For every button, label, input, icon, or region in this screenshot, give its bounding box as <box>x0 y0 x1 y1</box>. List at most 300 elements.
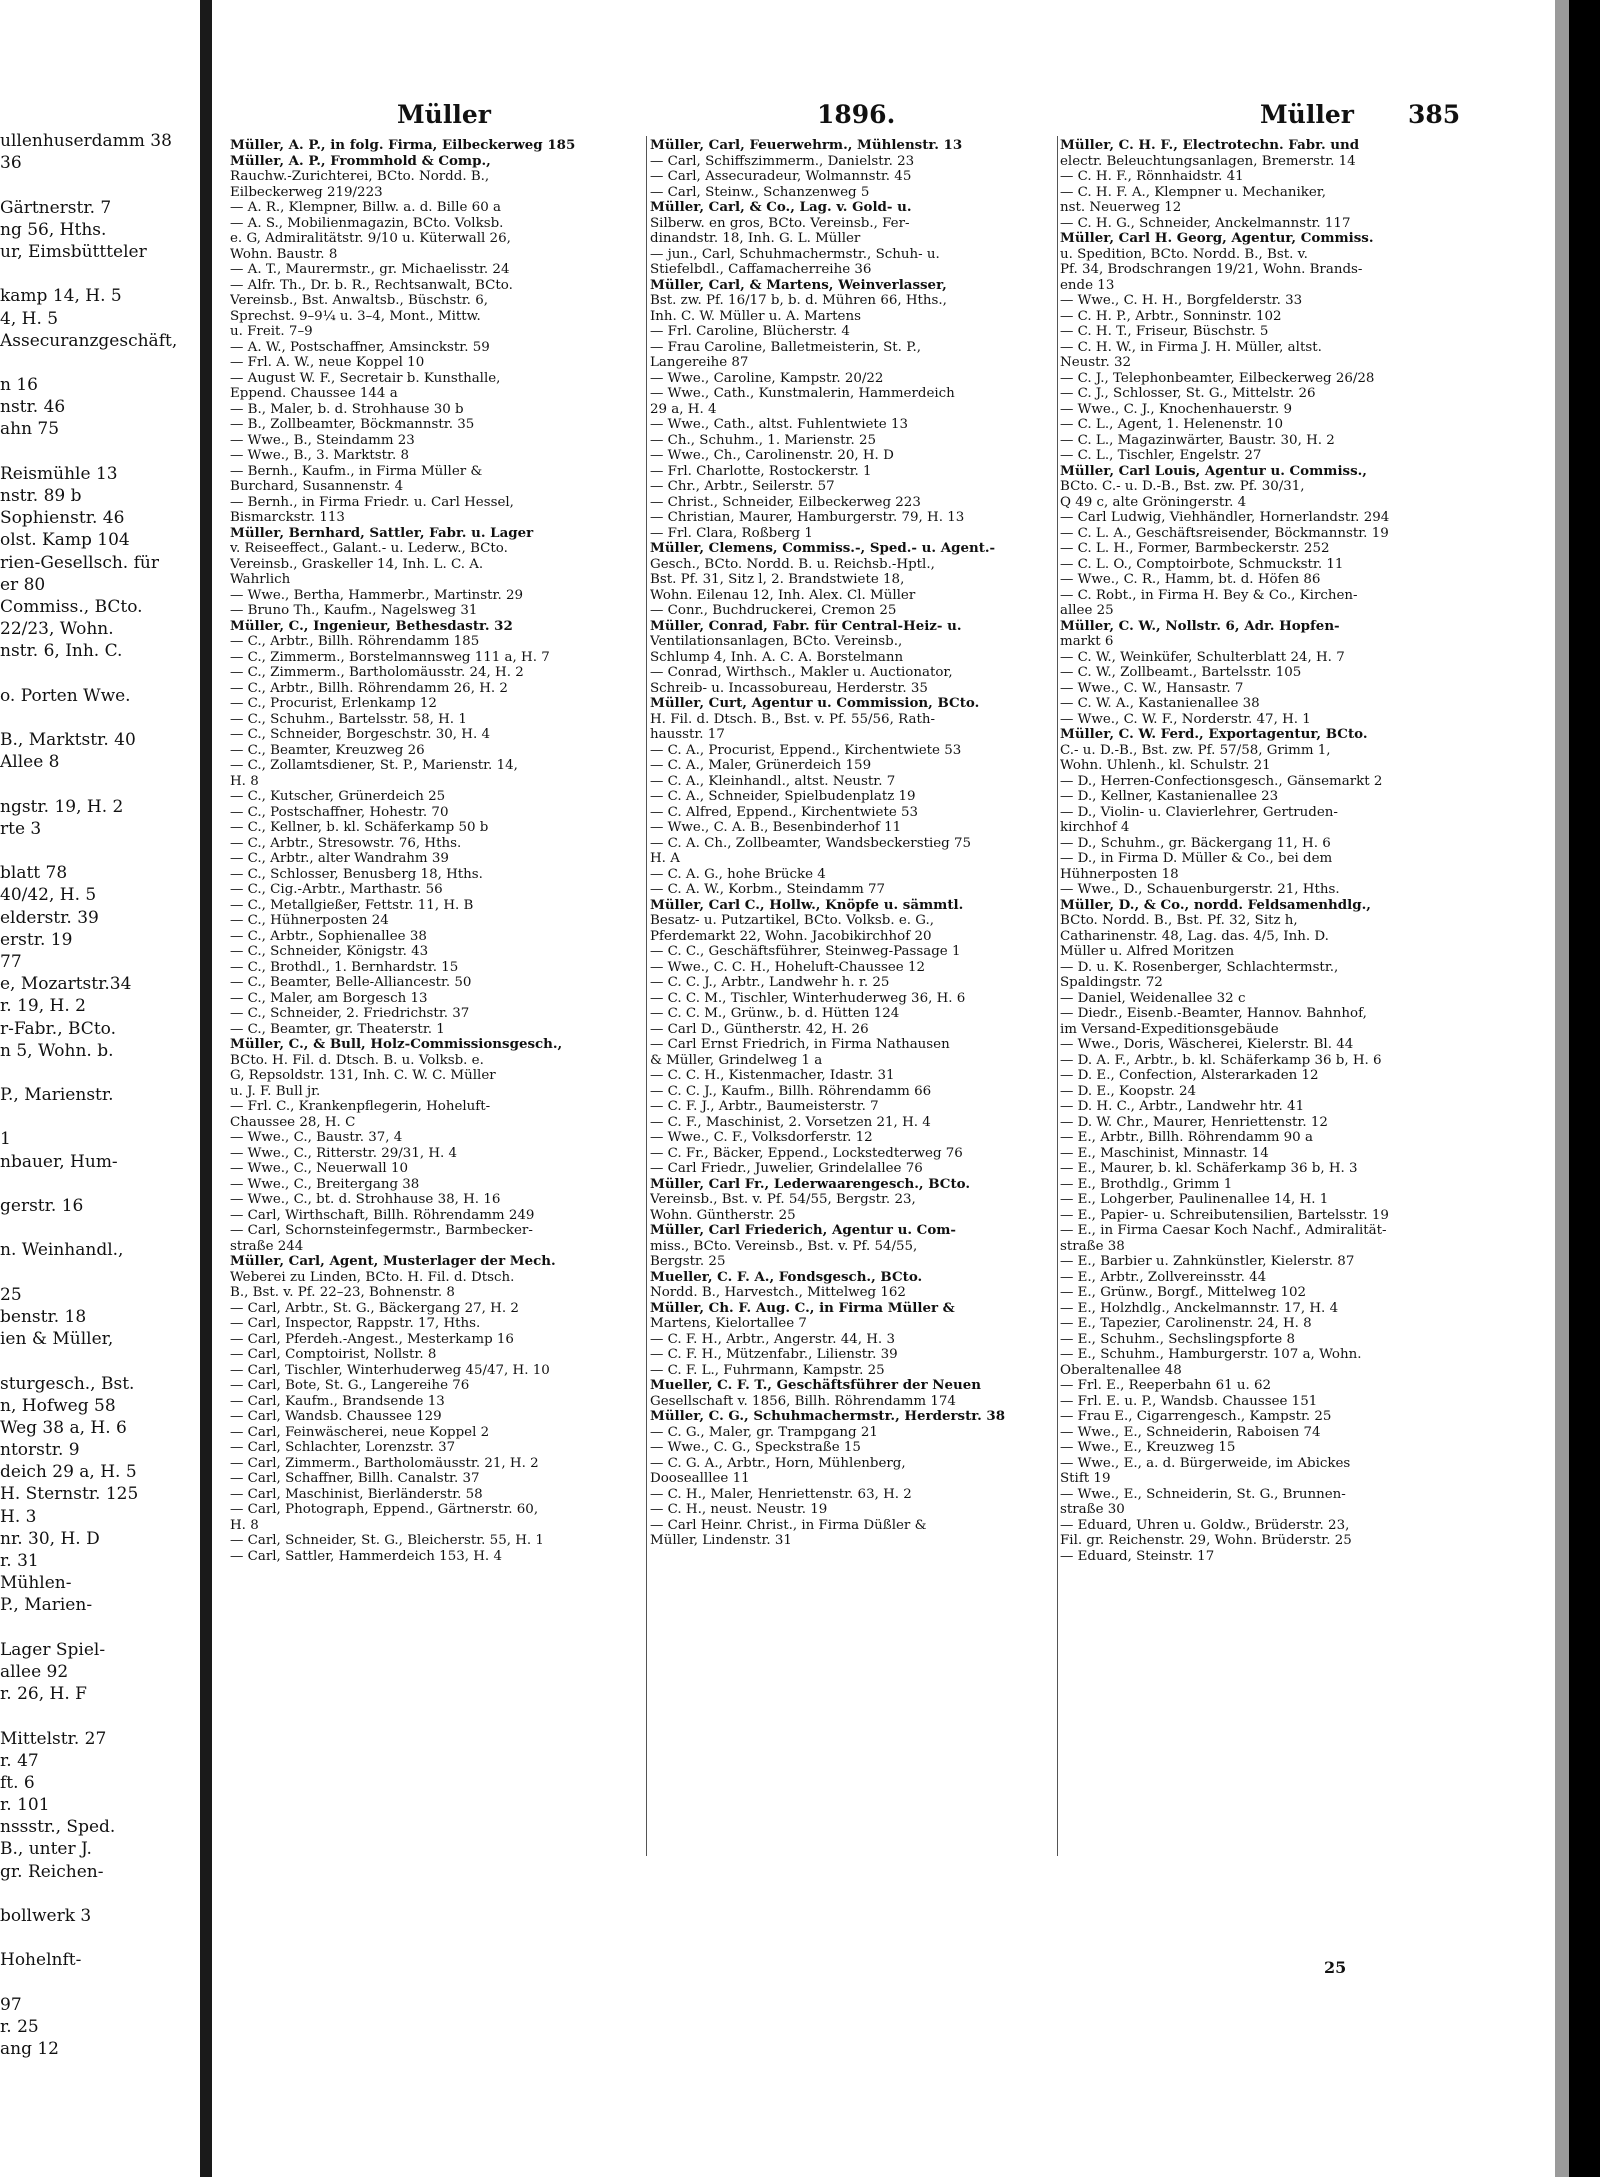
directory-entry: — C., Schneider, Königstr. 43 <box>230 944 429 959</box>
directory-entry: — C. L., Agent, 1. Helenenstr. 10 <box>1060 417 1284 432</box>
directory-entry: — Wwe., Doris, Wäscherei, Kielerstr. Bl. 44 <box>1060 1037 1354 1052</box>
directory-entry: — C., Kutscher, Grünerdeich 25 <box>230 789 446 804</box>
directory-entry: Inh. C. W. Müller u. A. Martens <box>650 308 861 324</box>
left-page-line: H. 3 <box>0 1506 37 1527</box>
left-page-line: e, Mozartstr.34 <box>0 974 132 995</box>
directory-entry: — C., Beamter, Belle-Alliancestr. 50 <box>230 975 472 990</box>
directory-entry: — C., Kellner, b. kl. Schäferkamp 50 b <box>230 820 489 835</box>
left-page-line: nr. 30, H. D <box>0 1528 100 1549</box>
directory-entry: Müller, Carl Friederich, Agentur u. Com- <box>650 1223 956 1238</box>
left-page-line <box>0 1350 200 1372</box>
directory-entry: Müller, Carl, Feuerwehrm., Mühlenstr. 13 <box>650 138 963 153</box>
directory-entry: — E., Maschinist, Minnastr. 14 <box>1060 1145 1269 1161</box>
directory-entry: — D. E., Confection, Alsterarkaden 12 <box>1060 1068 1319 1083</box>
directory-entry: — C. A. W., Korbm., Steindamm 77 <box>650 882 886 897</box>
directory-entry: — C. F. J., Arbtr., Baumeisterstr. 7 <box>650 1099 879 1114</box>
directory-entry: — Alfr. Th., Dr. b. R., Rechtsanwalt, BCto. <box>230 277 513 293</box>
directory-entry: — D., Kellner, Kastanienallee 23 <box>1060 789 1279 804</box>
left-page-line: Hohelnft- <box>0 1950 82 1971</box>
running-head-year: 1896. <box>817 100 896 129</box>
directory-entry: 29 a, H. 4 <box>650 401 717 417</box>
directory-entry: — C. Robt., in Firma H. Bey & Co., Kirchen- <box>1060 587 1358 603</box>
left-page-line <box>0 1705 200 1727</box>
directory-entry: Gesch., BCto. Nordd. B. u. Reichsb.-Hptl., <box>650 556 935 572</box>
directory-entry: Müller, Lindenstr. 31 <box>650 1533 792 1548</box>
left-page-line: rien-Gesellsch. für <box>0 552 159 573</box>
running-head-left: Müller <box>397 100 491 129</box>
directory-entry: — August W. F., Secretair b. Kunsthalle, <box>230 370 501 386</box>
left-page-line: r. 47 <box>0 1750 39 1771</box>
directory-page <box>212 0 1600 2177</box>
directory-entry: — Carl, Sattler, Hammerdeich 153, H. 4 <box>230 1548 502 1564</box>
left-page-line <box>0 441 200 463</box>
directory-entry: — C. H. G., Schneider, Anckelmannstr. 117 <box>1060 215 1351 231</box>
directory-entry: Bismarckstr. 113 <box>230 510 345 525</box>
left-page-line: 97 <box>0 1994 22 2015</box>
directory-entry: — Carl, Photograph, Eppend., Gärtnerstr. 60, <box>230 1502 539 1517</box>
directory-entry: — Wwe., C. F., Volksdorferstr. 12 <box>650 1130 873 1145</box>
directory-entry: — Wwe., Caroline, Kampstr. 20/22 <box>650 370 884 386</box>
left-page-line <box>0 1262 200 1284</box>
directory-entry: — B., Zollbeamter, Böckmannstr. 35 <box>230 417 475 432</box>
directory-entry: — Carl D., Güntherstr. 42, H. 26 <box>650 1021 869 1037</box>
directory-entry: Gesellschaft v. 1856, Billh. Röhrendamm 174 <box>650 1393 956 1409</box>
directory-entry: — D., Violin- u. Clavierlehrer, Gertruden- <box>1060 804 1338 820</box>
left-page-line: n. Weinhandl., <box>0 1240 124 1261</box>
directory-entry: — A. R., Klempner, Billw. a. d. Bille 60 a <box>230 200 501 215</box>
directory-column-3 <box>1060 138 1462 1564</box>
left-page-line: H. Sternstr. 125 <box>0 1484 139 1505</box>
directory-entry: Vereinsb., Bst. v. Pf. 54/55, Bergstr. 23, <box>650 1192 916 1207</box>
directory-entry: Langereihe 87 <box>650 355 749 370</box>
directory-entry: — E., Tapezier, Carolinenstr. 24, H. 8 <box>1060 1316 1312 1331</box>
directory-entry: Müller, Clemens, Commiss.-, Sped.- u. Agent.- <box>650 541 996 556</box>
directory-entry: — Wwe., Ch., Carolinenstr. 20, H. D <box>650 448 894 463</box>
directory-entry: — C., Brothdl., 1. Bernhardstr. 15 <box>230 959 459 975</box>
directory-entry: Eppend. Chaussee 144 a <box>230 386 398 401</box>
left-page-line: r. 19, H. 2 <box>0 996 86 1017</box>
left-page-line: Reismühle 13 <box>0 463 118 484</box>
directory-entry: — Bruno Th., Kaufm., Nagelsweg 31 <box>230 603 478 618</box>
left-page-line <box>0 1217 200 1239</box>
directory-entry: nst. Neuerweg 12 <box>1060 200 1182 215</box>
left-page-line: ahn 75 <box>0 419 60 440</box>
directory-entry: — Carl, Schlachter, Lorenzstr. 37 <box>230 1440 456 1455</box>
directory-entry: — D., Herren-Confectionsgesch., Gänsemarkt 2 <box>1060 773 1383 789</box>
directory-entry: Wohn. Uhlenh., kl. Schulstr. 21 <box>1060 758 1271 773</box>
page-edge-shadow <box>1555 0 1569 2177</box>
left-page-lines <box>0 130 200 2060</box>
directory-entry: miss., BCto. Vereinsb., Bst. v. Pf. 54/55, <box>650 1238 918 1254</box>
directory-entry: kirchhof 4 <box>1060 820 1130 835</box>
left-page-line: ng 56, Hths. <box>0 219 107 240</box>
left-page-line: olst. Kamp 104 <box>0 530 130 551</box>
directory-entry: — C. A., Kleinhandl., altst. Neustr. 7 <box>650 773 896 789</box>
left-page-line: erstr. 19 <box>0 929 73 950</box>
directory-entry: electr. Beleuchtungsanlagen, Bremerstr. 14 <box>1060 153 1356 169</box>
directory-entry: Müller, C., & Bull, Holz-Commissionsgesch., <box>230 1037 563 1052</box>
left-page-line: Mittelstr. 27 <box>0 1728 107 1749</box>
directory-entry: — Wwe., D., Schauenburgerstr. 21, Hths. <box>1060 882 1340 897</box>
left-page-line: r. 31 <box>0 1551 39 1571</box>
directory-entry: Bst. Pf. 31, Sitz l, 2. Brandstwiete 18, <box>650 572 905 587</box>
directory-entry: Müller, C. W. Ferd., Exportagentur, BCto. <box>1060 727 1368 742</box>
directory-entry: — C. G. A., Arbtr., Horn, Mühlenberg, <box>650 1455 906 1471</box>
directory-entry: H. A <box>650 851 680 866</box>
directory-entry: — D. H. C., Arbtr., Landwehr htr. 41 <box>1060 1099 1305 1114</box>
directory-entry: — C., Hühnerposten 24 <box>230 913 389 928</box>
directory-entry: — C., Beamter, Kreuzweg 26 <box>230 742 425 758</box>
left-page-line: Weg 38 a, H. 6 <box>0 1417 127 1438</box>
directory-entry: Müller, Carl C., Hollw., Knöpfe u. sämmtl. <box>650 897 964 913</box>
directory-entry: — C. L., Tischler, Engelstr. 27 <box>1060 448 1262 463</box>
directory-entry: u. J. F. Bull jr. <box>230 1083 321 1099</box>
directory-entry: — C., Schuhm., Bartelsstr. 58, H. 1 <box>230 711 467 727</box>
directory-entry: Müller, Carl Fr., Lederwaarengesch., BCto. <box>650 1176 971 1192</box>
directory-entry: Müller, Curt, Agentur u. Commission, BCto. <box>650 696 980 711</box>
left-page-line: deich 29 a, H. 5 <box>0 1462 137 1483</box>
directory-entry: ende 13 <box>1060 277 1115 293</box>
left-page-line: ft. 6 <box>0 1772 35 1793</box>
directory-entry: — Wwe., C. A. B., Besenbinderhof 11 <box>650 820 902 835</box>
directory-entry: — Carl, Arbtr., St. G., Bäckergang 27, H. 2 <box>230 1300 519 1316</box>
directory-entry: — C. C., Geschäftsführer, Steinweg-Passage 1 <box>650 944 961 959</box>
directory-entry: Q 49 c, alte Gröningerstr. 4 <box>1060 494 1247 510</box>
directory-entry: Müller, A. P., in folg. Firma, Eilbeckerweg 185 <box>230 138 576 153</box>
directory-entry: Wahrlich <box>230 572 291 587</box>
left-page-line: B., Marktstr. 40 <box>0 730 136 751</box>
directory-entry: — C. A., Maler, Grünerdeich 159 <box>650 758 872 773</box>
left-page-line: nstr. 6, Inh. C. <box>0 641 123 662</box>
directory-entry: — C. H. W., in Firma J. H. Müller, altst. <box>1060 339 1322 355</box>
directory-entry: dinandstr. 18, Inh. G. L. Müller <box>650 231 861 246</box>
directory-entry: — C. L. A., Geschäftsreisender, Böckmannstr. 19 <box>1060 525 1389 541</box>
directory-entry: — Frl. Caroline, Blücherstr. 4 <box>650 324 850 339</box>
directory-entry: — C. C. J., Kaufm., Billh. Röhrendamm 66 <box>650 1083 932 1099</box>
directory-entry: — Carl Heinr. Christ., in Firma Düßler & <box>650 1517 927 1533</box>
left-page-fragment <box>0 0 200 2177</box>
directory-entry: — C. G., Maler, gr. Trampgang 21 <box>650 1424 878 1440</box>
directory-entry: Besatz- u. Putzartikel, BCto. Volksb. e. G., <box>650 913 935 928</box>
left-page-line: n 16 <box>0 375 38 396</box>
left-page-line <box>0 840 200 862</box>
directory-column-1 <box>230 138 645 1564</box>
directory-entry: — C. H., neust. Neustr. 19 <box>650 1502 828 1517</box>
directory-entry: BCto. H. Fil. d. Dtsch. B. u. Volksb. e. <box>230 1052 484 1068</box>
left-page-line <box>0 663 200 685</box>
directory-entry: Vereinsb., Graskeller 14, Inh. L. C. A. <box>230 556 484 572</box>
left-page-line: Commiss., BCto. <box>0 596 143 617</box>
page-header <box>212 100 1600 136</box>
directory-entry: Müller u. Alfred Moritzen <box>1060 944 1235 959</box>
directory-entry: — Wwe., B., Steindamm 23 <box>230 432 415 448</box>
directory-entry: — Wwe., Cath., Kunstmalerin, Hammerdeich <box>650 386 955 401</box>
directory-entry: — Carl, Bote, St. G., Langereihe 76 <box>230 1378 470 1393</box>
directory-entry: — Eduard, Uhren u. Goldw., Brüderstr. 23, <box>1060 1517 1350 1533</box>
directory-entry: — C. Fr., Bäcker, Eppend., Lockstedterweg 76 <box>650 1145 963 1161</box>
directory-entry: — E., Lohgerber, Paulinenallee 14, H. 1 <box>1060 1192 1329 1207</box>
left-page-line: er 80 <box>0 574 46 595</box>
directory-entry: Müller, D., & Co., nordd. Feldsamenhdlg., <box>1060 897 1371 913</box>
directory-entry: Nordd. B., Harvestch., Mittelweg 162 <box>650 1285 906 1300</box>
directory-entry: Martens, Kielortallee 7 <box>650 1316 807 1331</box>
directory-entry: Müller, Ch. F. Aug. C., in Firma Müller & <box>650 1300 955 1316</box>
signature-mark: 25 <box>1324 1958 1347 1977</box>
directory-entry: Schlump 4, Inh. A. C. A. Borstelmann <box>650 649 904 665</box>
directory-entry: — C. C. M., Grünw., b. d. Hütten 124 <box>650 1006 900 1021</box>
directory-entry: — C. F. H., Mützenfabr., Lilienstr. 39 <box>650 1347 898 1362</box>
directory-entry: — Carl, Wirthschaft, Billh. Röhrendamm 249 <box>230 1207 535 1223</box>
directory-entry: — Wwe., Cath., altst. Fuhlentwiete 13 <box>650 417 909 432</box>
left-page-line: gerstr. 16 <box>0 1196 84 1216</box>
directory-entry: — Bernh., in Firma Friedr. u. Carl Hessel, <box>230 494 514 510</box>
directory-entry: Doosealllee 11 <box>650 1471 750 1486</box>
directory-entry: — D. u. K. Rosenberger, Schlachtermstr., <box>1060 959 1339 975</box>
directory-entry: — Wwe., E., Schneiderin, St. G., Brunnen- <box>1060 1486 1346 1502</box>
directory-entry: — Wwe., C., bt. d. Strohhause 38, H. 16 <box>230 1192 501 1207</box>
directory-entry: — Wwe., E., Kreuzweg 15 <box>1060 1440 1236 1455</box>
directory-entry: — C. J., Schlosser, St. G., Mittelstr. 26 <box>1060 386 1316 401</box>
directory-entry: — Wwe., C. R., Hamm, bt. d. Höfen 86 <box>1060 572 1321 587</box>
left-page-line: elderstr. 39 <box>0 907 99 928</box>
directory-entry: — C. F. H., Arbtr., Angerstr. 44, H. 3 <box>650 1331 895 1347</box>
directory-entry: Ventilationsanlagen, BCto. Vereinsb., <box>650 634 903 649</box>
directory-entry: — C. A., Schneider, Spielbudenplatz 19 <box>650 789 916 804</box>
directory-entry: — C. L. H., Former, Barmbeckerstr. 252 <box>1060 541 1330 556</box>
directory-entry: BCto. C.- u. D.-B., Bst. zw. Pf. 30/31, <box>1060 479 1305 494</box>
directory-entry: — Carl, Tischler, Winterhuderweg 45/47, H. 10 <box>230 1362 550 1378</box>
directory-entry: Sprechst. 9–9¼ u. 3–4, Mont., Mittw. <box>230 308 481 324</box>
directory-entry: — C., Procurist, Erlenkamp 12 <box>230 696 437 711</box>
directory-entry: — Wwe., E., a. d. Bürgerweide, im Abickes <box>1060 1455 1351 1471</box>
directory-entry: — C. A. G., hohe Brücke 4 <box>650 866 826 882</box>
left-page-line: 22/23, Wohn. <box>0 619 114 640</box>
directory-entry: u. Freit. 7–9 <box>230 324 313 339</box>
directory-entry: — D., Schuhm., gr. Bäckergang 11, H. 6 <box>1060 835 1331 851</box>
directory-entry: — E., Arbtr., Billh. Röhrendamm 90 a <box>1060 1130 1313 1145</box>
left-page-line: ang 12 <box>0 2039 60 2060</box>
directory-entry: — Wwe., B., 3. Marktstr. 8 <box>230 448 410 463</box>
directory-entry: — C. H., Maler, Henriettenstr. 63, H. 2 <box>650 1486 912 1502</box>
directory-entry: — B., Maler, b. d. Strohhause 30 b <box>230 401 464 417</box>
directory-entry: — C., Arbtr., Stresowstr. 76, Hths. <box>230 835 462 851</box>
directory-entry: — Frl. E. u. P., Wandsb. Chaussee 151 <box>1060 1393 1318 1409</box>
directory-entry: Müller, Bernhard, Sattler, Fabr. u. Lager <box>230 525 534 541</box>
left-page-line: ntorstr. 9 <box>0 1440 80 1461</box>
directory-entry: Müller, Carl, & Co., Lag. v. Gold- u. <box>650 200 912 215</box>
directory-entry: — A. T., Maurermstr., gr. Michaelisstr. 24 <box>230 262 510 277</box>
left-page-line: 40/42, H. 5 <box>0 885 97 906</box>
left-page-line: Assecuranzgeschäft, <box>0 330 178 351</box>
directory-entry: Vereinsb., Bst. Anwaltsb., Büschstr. 6, <box>230 293 488 308</box>
directory-entry: Müller, C. W., Nollstr. 6, Adr. Hopfen- <box>1060 618 1340 634</box>
directory-entry: — Carl, Comptoirist, Nollstr. 8 <box>230 1347 437 1362</box>
directory-entry: — Carl, Assecuradeur, Wolmannstr. 45 <box>650 169 912 184</box>
directory-entry: — Carl, Schornsteinfegermstr., Barmbecker- <box>230 1223 533 1238</box>
left-page-line: nstr. 89 b <box>0 486 82 506</box>
directory-entry: hausstr. 17 <box>650 727 725 742</box>
column-rule <box>1057 136 1058 1856</box>
directory-entry: — Christian, Maurer, Hamburgerstr. 79, H. 13 <box>650 510 965 525</box>
directory-entry: straße 244 <box>230 1238 304 1254</box>
left-page-line: 25 <box>0 1284 22 1305</box>
directory-entry: — Daniel, Weidenallee 32 c <box>1060 990 1246 1006</box>
directory-entry: — D. W. Chr., Maurer, Henriettenstr. 12 <box>1060 1114 1328 1130</box>
directory-entry: — C. C. M., Tischler, Winterhuderweg 36, H. 6 <box>650 990 966 1006</box>
directory-entry: Rauchw.-Zurichterei, BCto. Nordd. B., <box>230 169 490 184</box>
directory-entry: — Ch., Schuhm., 1. Marienstr. 25 <box>650 432 876 448</box>
directory-entry: — C. H. F. A., Klempner u. Mechaniker, <box>1060 184 1326 200</box>
directory-entry: Mueller, C. F. A., Fondsgesch., BCto. <box>650 1269 923 1285</box>
directory-entry: — C., Arbtr., Billh. Röhrendamm 185 <box>230 634 480 649</box>
directory-entry: — Wwe., E., Schneiderin, Raboisen 74 <box>1060 1424 1321 1440</box>
directory-entry: G, Repsoldstr. 131, Inh. C. W. C. Müller <box>230 1068 496 1083</box>
left-page-line: P., Marien- <box>0 1595 93 1616</box>
directory-entry: im Versand-Expeditionsgebäude <box>1060 1021 1279 1037</box>
directory-entry: Pf. 34, Brodschrangen 19/21, Wohn. Brands- <box>1060 262 1363 277</box>
directory-entry: — E., Holzhdlg., Anckelmannstr. 17, H. 4 <box>1060 1300 1339 1316</box>
directory-entry: allee 25 <box>1060 603 1114 618</box>
directory-entry: — E., Maurer, b. kl. Schäferkamp 36 b, H. 3 <box>1060 1161 1358 1176</box>
directory-entry: — Frl. Charlotte, Rostockerstr. 1 <box>650 463 872 479</box>
directory-entry: — Carl, Kaufm., Brandsende 13 <box>230 1393 445 1409</box>
directory-entry: — E., Arbtr., Zollvereinsstr. 44 <box>1060 1269 1267 1285</box>
directory-entry: — Wwe., C., Neuerwall 10 <box>230 1161 409 1176</box>
directory-entry: — Wwe., C., Breitergang 38 <box>230 1176 420 1192</box>
left-page-line: 77 <box>0 951 22 972</box>
directory-entry: — C., Metallgießer, Fettstr. 11, H. B <box>230 897 474 913</box>
left-page-line: Mühlen- <box>0 1573 72 1594</box>
directory-entry: straße 38 <box>1060 1238 1125 1254</box>
directory-entry: — C. Alfred, Eppend., Kirchentwiete 53 <box>650 804 919 820</box>
directory-entry: Fil. gr. Reichenstr. 29, Wohn. Brüderstr. 25 <box>1060 1533 1352 1548</box>
directory-entry: — Carl, Schneider, St. G., Bleicherstr. 55, H. 1 <box>230 1533 544 1548</box>
left-page-line <box>0 174 200 196</box>
directory-entry: & Müller, Grindelweg 1 a <box>650 1052 823 1068</box>
directory-entry: — Wwe., Bertha, Hammerbr., Martinstr. 29 <box>230 587 524 603</box>
directory-entry: — C., Beamter, gr. Theaterstr. 1 <box>230 1021 445 1037</box>
left-page-line: r-Fabr., BCto. <box>0 1018 116 1039</box>
directory-entry: — Conrad, Wirthsch., Makler u. Auctionator, <box>650 665 953 680</box>
left-page-line: r. 25 <box>0 2016 39 2037</box>
directory-entry: — Wwe., C. C. H., Hoheluft-Chaussee 12 <box>650 959 925 975</box>
directory-entry: Bergstr. 25 <box>650 1254 726 1269</box>
directory-entry: — C. C. J., Arbtr., Landwehr h. r. 25 <box>650 975 890 990</box>
directory-entry: — E., Schuhm., Hamburgerstr. 107 a, Wohn. <box>1060 1347 1362 1362</box>
directory-entry: — Carl, Schiffszimmerm., Danielstr. 23 <box>650 153 915 169</box>
directory-entry: — C., Zollamtsdiener, St. P., Marienstr. 14, <box>230 758 518 773</box>
directory-entry: Wohn. Eilenau 12, Inh. Alex. Cl. Müller <box>650 587 916 603</box>
directory-entry: — E., in Firma Caesar Koch Nachf., Admiralität- <box>1060 1223 1387 1238</box>
directory-entry: — Carl, Feinwäscherei, neue Koppel 2 <box>230 1424 490 1440</box>
directory-entry: Stift 19 <box>1060 1471 1111 1486</box>
directory-entry: — Wwe., C., Ritterstr. 29/31, H. 4 <box>230 1145 458 1161</box>
directory-entry: Müller, C. H. F., Electrotechn. Fabr. und <box>1060 138 1360 153</box>
directory-entry: — Carl, Inspector, Rappstr. 17, Hths. <box>230 1316 481 1331</box>
directory-entry: — A. S., Mobilienmagazin, BCto. Volksb. <box>230 215 504 231</box>
directory-entry: — C. W., Weinküfer, Schulterblatt 24, H. 7 <box>1060 649 1345 665</box>
directory-entry: Wohn. Baustr. 8 <box>230 246 338 262</box>
directory-entry: H. 8 <box>230 1517 259 1533</box>
left-page-line: bollwerk 3 <box>0 1906 92 1926</box>
directory-entry: — Wwe., C., Baustr. 37, 4 <box>230 1130 403 1145</box>
directory-entry: — C., Arbtr., Billh. Röhrendamm 26, H. 2 <box>230 680 508 696</box>
directory-entry: — Frau Caroline, Balletmeisterin, St. P., <box>650 339 921 355</box>
directory-entry: — Frau E., Cigarrengesch., Kampstr. 25 <box>1060 1409 1332 1424</box>
left-page-line: benstr. 18 <box>0 1306 87 1327</box>
directory-entry: Müller, C., Ingenieur, Bethesdastr. 32 <box>230 618 513 634</box>
directory-entry: Stiefelbdl., Caffamacherreihe 36 <box>650 262 872 277</box>
directory-entry: — Carl, Schaffner, Billh. Canalstr. 37 <box>230 1471 480 1486</box>
directory-entry: — E., Brothdlg., Grimm 1 <box>1060 1176 1233 1192</box>
left-page-line <box>0 1106 200 1128</box>
directory-entry: Wohn. Güntherstr. 25 <box>650 1207 796 1223</box>
directory-entry: Weberei zu Linden, BCto. H. Fil. d. Dtsch. <box>230 1269 515 1285</box>
left-page-line: 1 <box>0 1129 11 1150</box>
directory-entry: e. G, Admiralitätstr. 9/10 u. Küterwall 26, <box>230 231 511 246</box>
directory-entry: — Carl, Steinw., Schanzenweg 5 <box>650 184 870 200</box>
directory-entry: — C., Zimmerm., Bartholomäusstr. 24, H. 2 <box>230 665 524 680</box>
directory-entry: Bst. zw. Pf. 16/17 b, b. d. Mühren 66, Hths., <box>650 293 947 308</box>
left-page-line: r. 101 <box>0 1795 50 1816</box>
left-page-line: ngstr. 19, H. 2 <box>0 796 124 817</box>
left-page-line: rte 3 <box>0 818 42 839</box>
directory-entry: — Christ., Schneider, Eilbeckerweg 223 <box>650 494 921 510</box>
directory-entry: — C. W. A., Kastanienallee 38 <box>1060 696 1260 711</box>
left-page-line: nssstr., Sped. <box>0 1817 116 1838</box>
directory-entry: Silberw. en gros, BCto. Vereinsb., Fer- <box>650 215 910 231</box>
directory-entry: Müller, A. P., Frommhold & Comp., <box>230 153 491 169</box>
directory-entry: — Wwe., C. H. H., Borgfelderstr. 33 <box>1060 293 1303 308</box>
directory-entry: straße 30 <box>1060 1502 1125 1517</box>
directory-entry: — Wwe., C. W., Hansastr. 7 <box>1060 680 1244 696</box>
directory-entry: — Carl, Maschinist, Bierländerstr. 58 <box>230 1486 483 1502</box>
directory-entry: Müller, Carl, Agent, Musterlager der Mech. <box>230 1254 556 1269</box>
left-page-line <box>0 707 200 729</box>
directory-entry: Neustr. 32 <box>1060 355 1131 370</box>
left-page-line <box>0 773 200 795</box>
directory-entry: — Chr., Arbtr., Seilerstr. 57 <box>650 479 835 494</box>
directory-entry: Pferdemarkt 22, Wohn. Jacobikirchhof 20 <box>650 928 932 944</box>
directory-entry: — D., in Firma D. Müller & Co., bei dem <box>1060 851 1333 866</box>
left-page-line: nstr. 46 <box>0 397 66 418</box>
left-page-line: Allee 8 <box>0 752 60 773</box>
left-page-line: P., Marienstr. <box>0 1085 114 1106</box>
directory-entry: H. 8 <box>230 773 259 789</box>
directory-entry: Eilbeckerweg 219/223 <box>230 184 383 200</box>
directory-entry: — Diedr., Eisenb.-Beamter, Hannov. Bahnhof, <box>1060 1006 1367 1021</box>
directory-entry: u. Spedition, BCto. Nordd. B., Bst. v. <box>1060 246 1308 262</box>
directory-entry: C.- u. D.-B., Bst. zw. Pf. 57/58, Grimm 1, <box>1060 742 1331 758</box>
directory-entry: — C. L., Magazinwärter, Baustr. 30, H. 2 <box>1060 432 1335 448</box>
directory-entry: — C., Schneider, Borgeschstr. 30, H. 4 <box>230 727 491 742</box>
left-page-line: r. 26, H. F <box>0 1684 87 1705</box>
left-page-line: nbauer, Hum- <box>0 1151 118 1172</box>
directory-entry: — jun., Carl, Schuhmachermstr., Schuh- u. <box>650 246 940 262</box>
directory-entry: — C. H. F., Rönnhaidstr. 41 <box>1060 169 1244 184</box>
directory-entry: — C., Postschaffner, Hohestr. 70 <box>230 804 449 820</box>
directory-entry: v. Reiseeffect., Galant.- u. Lederw., BCto. <box>230 541 508 556</box>
directory-entry: Müller, Carl H. Georg, Agentur, Commiss. <box>1060 231 1374 246</box>
directory-entry: — A. W., Postschaffner, Amsinckstr. 59 <box>230 339 490 355</box>
directory-entry: — Wwe., C. G., Speckstraße 15 <box>650 1440 861 1455</box>
left-page-line: Sophienstr. 46 <box>0 508 125 529</box>
directory-entry: — Frl. Clara, Roßberg 1 <box>650 525 813 541</box>
directory-entry: — C. H. T., Friseur, Büschstr. 5 <box>1060 324 1269 339</box>
left-page-line: ien & Müller, <box>0 1329 114 1350</box>
directory-entry: — C., Schlosser, Benusberg 18, Hths. <box>230 866 483 882</box>
directory-entry: Burchard, Susannenstr. 4 <box>230 479 404 494</box>
